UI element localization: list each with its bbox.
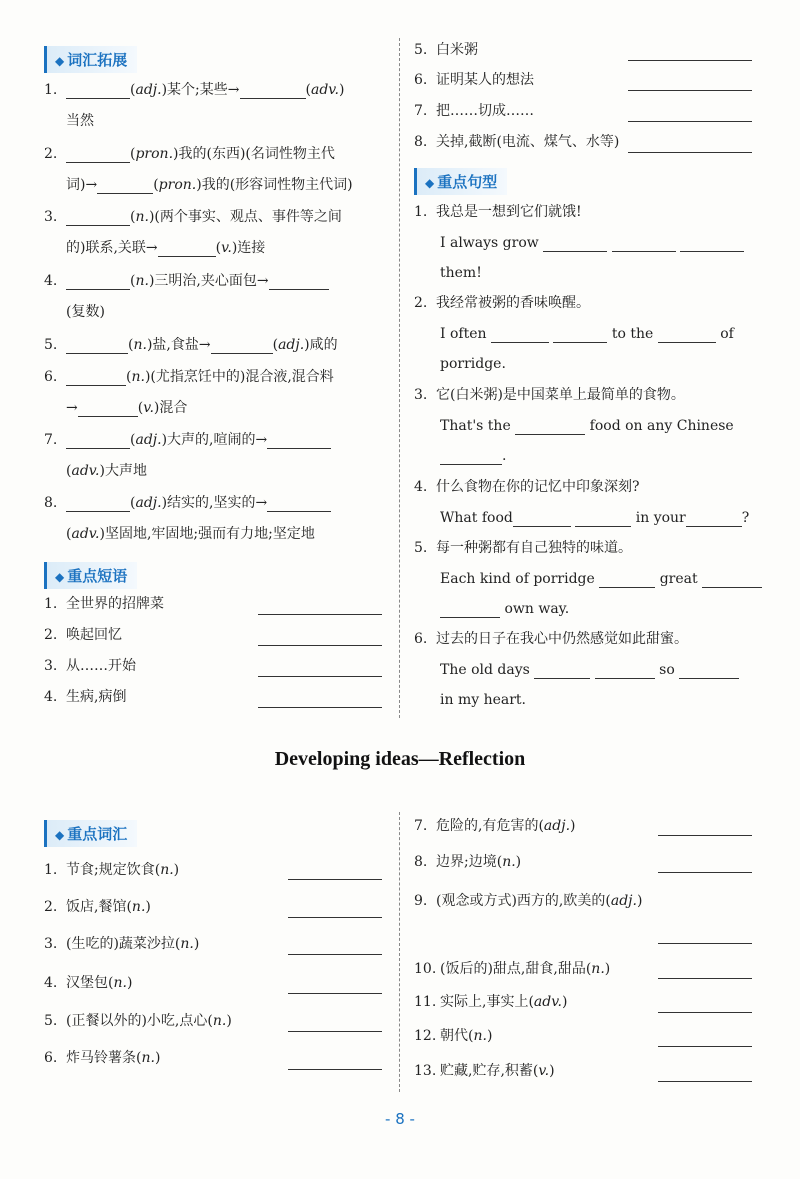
key-vocab-item-3: 3. (生吃的)蔬菜沙拉(n.): [44, 936, 200, 952]
section-header-phrases: ◆ 重点短语: [44, 562, 137, 589]
answer-blank[interactable]: [66, 148, 130, 163]
section-header-key-vocab: ◆ 重点词汇: [44, 820, 137, 847]
answer-blank[interactable]: [269, 275, 329, 290]
key-vocab-item-6: 6. 炸马铃薯条(n.): [44, 1050, 161, 1066]
vocab-item-8-cont: (adv.)坚固地,牢固地;强而有力地;坚定地: [66, 526, 315, 542]
sentence-item-6-en: The old days so: [440, 661, 739, 679]
phrase-item-6: 6. 证明某人的想法: [414, 72, 534, 88]
answer-line[interactable]: [258, 613, 382, 615]
vocab-item-5: 5. (n.)盐,食盐→ (adj.)咸的: [44, 337, 338, 353]
page-number: - 8 -: [385, 1110, 415, 1128]
vocab-item-3-cont: 的)联系,关联→ (v.)连接: [66, 240, 266, 256]
vocab-item-7-cont: (adv.)大声地: [66, 463, 147, 479]
answer-blank[interactable]: [680, 237, 744, 252]
phrase-item-7: 7. 把……切成……: [414, 103, 534, 119]
answer-line[interactable]: [288, 953, 382, 955]
key-vocab-item-5: 5. (正餐以外的)小吃,点心(n.): [44, 1013, 232, 1029]
answer-blank[interactable]: [595, 664, 655, 679]
vocab-item-3: 3. (n.)(两个事实、观点、事件等之间: [44, 209, 342, 225]
answer-line[interactable]: [658, 1011, 752, 1013]
column-divider: [399, 812, 400, 1092]
sentence-item-6: 6. 过去的日子在我心中仍然感觉如此甜蜜。: [414, 631, 688, 647]
key-vocab-item-7: 7. 危险的,有危害的(adj.): [414, 818, 576, 834]
answer-blank[interactable]: [515, 420, 585, 435]
answer-blank[interactable]: [78, 402, 138, 417]
answer-line[interactable]: [288, 1030, 382, 1032]
answer-line[interactable]: [258, 675, 382, 677]
sentence-item-6-en-cont: in my heart.: [440, 692, 526, 708]
sentence-item-2-en: I often to the of: [440, 326, 734, 342]
answer-blank[interactable]: [440, 603, 500, 618]
sentence-item-5-en: Each kind of porridge great: [440, 570, 762, 588]
answer-blank[interactable]: [534, 664, 590, 679]
answer-line[interactable]: [658, 977, 752, 979]
section-header-sentences: ◆ 重点句型: [414, 168, 507, 195]
phrase-item-1: 1. 全世界的招牌菜: [44, 596, 164, 612]
section-header-vocab-ext: ◆ 词汇拓展: [44, 46, 137, 73]
answer-line[interactable]: [628, 89, 752, 91]
vocab-item-7: 7. (adj.)大声的,喧闹的→: [44, 431, 331, 449]
key-vocab-item-2: 2. 饭店,餐馆(n.): [44, 899, 151, 915]
answer-blank[interactable]: [553, 328, 607, 343]
answer-line[interactable]: [628, 59, 752, 61]
answer-blank[interactable]: [513, 512, 571, 527]
answer-blank[interactable]: [658, 328, 716, 343]
answer-blank[interactable]: [599, 573, 655, 588]
answer-line[interactable]: [258, 644, 382, 646]
answer-blank[interactable]: [211, 339, 273, 354]
answer-blank[interactable]: [66, 275, 130, 290]
vocab-item-6: 6. (n.)(尤指烹饪中的)混合液,混合料: [44, 369, 334, 385]
vocab-item-1-cont: 当然: [66, 113, 94, 129]
answer-blank[interactable]: [612, 237, 676, 252]
answer-line[interactable]: [288, 1068, 382, 1070]
key-vocab-item-11: 11. 实际上,事实上(adv.): [414, 994, 568, 1010]
diamond-icon: ◆: [55, 570, 65, 584]
phrase-item-8: 8. 关掉,截断(电流、煤气、水等): [414, 134, 620, 150]
sentence-item-2-en-cont: porridge.: [440, 356, 506, 372]
diamond-icon: ◆: [55, 828, 65, 842]
answer-line[interactable]: [658, 871, 752, 873]
sentence-item-3: 3. 它(白米粥)是中国菜单上最简单的食物。: [414, 387, 685, 403]
sentence-item-3-en-cont: .: [440, 447, 506, 465]
answer-line[interactable]: [288, 916, 382, 918]
answer-blank[interactable]: [240, 84, 306, 99]
answer-blank[interactable]: [440, 450, 502, 465]
answer-blank[interactable]: [66, 434, 130, 449]
key-vocab-item-8: 8. 边界;边境(n.): [414, 854, 522, 870]
phrase-item-4: 4. 生病,病倒: [44, 689, 127, 705]
vocab-item-2-cont: 词)→ (pron.)我的(形容词性物主代词): [66, 177, 353, 193]
answer-blank[interactable]: [66, 497, 130, 512]
key-vocab-item-10: 10. (饭后的)甜点,甜食,甜品(n.): [414, 961, 611, 977]
vocab-item-1: 1. (adj.)某个;某些→ (adv.): [44, 82, 345, 98]
column-divider: [399, 38, 400, 718]
sentence-item-1-en-cont: them!: [440, 265, 482, 281]
answer-blank[interactable]: [686, 512, 742, 527]
sentence-item-2: 2. 我经常被粥的香味唤醒。: [414, 295, 590, 311]
sentence-item-5-en-cont: own way.: [440, 600, 569, 618]
sentence-item-1-en: I always grow: [440, 234, 744, 252]
vocab-item-4-cont: (复数): [66, 304, 105, 320]
answer-blank[interactable]: [267, 497, 331, 512]
sentence-item-4-en: What food in your ?: [440, 510, 750, 526]
answer-blank[interactable]: [66, 339, 128, 354]
key-vocab-item-12: 12. 朝代(n.): [414, 1028, 493, 1044]
answer-line[interactable]: [658, 1045, 752, 1047]
answer-line[interactable]: [658, 1080, 752, 1082]
answer-blank[interactable]: [679, 664, 739, 679]
answer-line[interactable]: [658, 834, 752, 836]
key-vocab-item-1: 1. 节食;规定饮食(n.): [44, 862, 180, 878]
diamond-icon: ◆: [55, 54, 65, 68]
answer-blank[interactable]: [491, 328, 549, 343]
vocab-item-4: 4. (n.)三明治,夹心面包→: [44, 272, 329, 290]
diamond-icon: ◆: [425, 176, 435, 190]
vocab-item-6-cont: → (v.)混合: [66, 400, 188, 416]
key-vocab-item-9: 9. (观念或方式)西方的,欧美的(adj.): [414, 893, 643, 909]
key-vocab-item-13: 13. 贮藏,贮存,积蓄(v.): [414, 1063, 555, 1079]
answer-blank[interactable]: [158, 242, 216, 257]
answer-line[interactable]: [628, 120, 752, 122]
sentence-item-3-en: That's the food on any Chinese: [440, 418, 734, 434]
sentence-item-5: 5. 每一种粥都有自己独特的味道。: [414, 540, 632, 556]
answer-line[interactable]: [288, 992, 382, 994]
answer-line[interactable]: [658, 942, 752, 944]
sentence-item-1: 1. 我总是一想到它们就饿!: [414, 204, 582, 220]
answer-blank[interactable]: [97, 179, 153, 194]
answer-blank[interactable]: [66, 371, 126, 386]
key-vocab-item-4: 4. 汉堡包(n.): [44, 975, 133, 991]
answer-line[interactable]: [258, 706, 382, 708]
phrase-item-5: 5. 白米粥: [414, 42, 478, 58]
vocab-item-2: 2. (pron.)我的(东西)(名词性物主代: [44, 146, 335, 162]
vocab-item-8: 8. (adj.)结实的,坚实的→: [44, 494, 331, 512]
phrase-item-2: 2. 唤起回忆: [44, 627, 122, 643]
phrase-item-3: 3. 从……开始: [44, 658, 136, 674]
answer-blank[interactable]: [543, 237, 607, 252]
sentence-item-4: 4. 什么食物在你的记忆中印象深刻?: [414, 479, 640, 495]
section-title: Developing ideas—Reflection: [274, 748, 526, 770]
answer-blank[interactable]: [575, 512, 631, 527]
answer-blank[interactable]: [66, 211, 130, 226]
answer-line[interactable]: [628, 151, 752, 153]
answer-line[interactable]: [288, 878, 382, 880]
answer-blank[interactable]: [267, 434, 331, 449]
answer-blank[interactable]: [702, 573, 762, 588]
answer-blank[interactable]: [66, 84, 130, 99]
